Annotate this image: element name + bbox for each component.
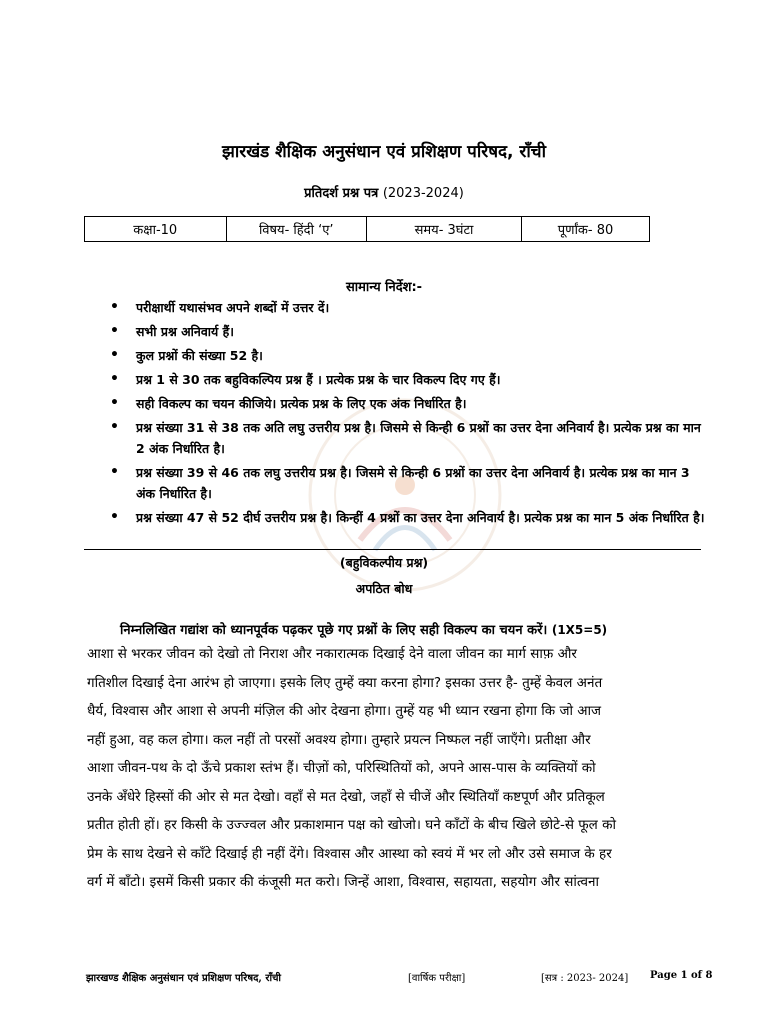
footer-exam: [वार्षिक परीक्षा]	[408, 973, 466, 984]
question-marks: (1X5=5)	[551, 623, 608, 637]
class-cell: कक्षा-10	[85, 217, 227, 242]
passage-line: प्रतीत होती हों। हर किसी के उज्ज्वल और प्रकाशमान पक्ष को खोजो। घने काँटों के बीच खिले छोटे-से फूल को	[87, 817, 616, 833]
instruction-item: • सभी प्रश्न अनिवार्य हैं।	[110, 321, 710, 342]
general-instructions-heading: सामान्य निर्देश:-	[345, 280, 423, 295]
subtitle-text: प्रतिदर्श प्रश्न पत्र	[304, 186, 379, 201]
passage-line: उनके अँधेरे हिस्सों की ओर से मत देखो। वहाँ से मत देखो, जहाँ से चीजें और स्थितियाँ कष्टपूर्ण और प्रतिकूल	[87, 788, 605, 805]
passage-line: प्रेम के साथ देखने से काँटे दिखाई ही नहीं देंगे। विश्वास और आस्था को स्वयं में भर लो और उसे समाज के हर	[87, 845, 612, 862]
marks-cell: पूर्णांक- 80	[522, 217, 650, 242]
footer-page-number: Page 1 of 8	[650, 970, 713, 981]
instruction-item: • प्रश्न संख्या 31 से 38 तक अति लघु उत्तरीय प्रश्न है। जिसमे से किन्ही 6 प्रश्नों का उत्तर देना अनिवार्य है। प्रत्येक प्रश्न का मान 2 अंक निर्धारित है।	[110, 417, 710, 459]
passage-text	[87, 640, 707, 897]
question-instruction-text: निम्नलिखित गद्यांश को ध्यानपूर्वक पढ़कर पूछे गए प्रश्नों के लिए सही विकल्प का चयन करें।	[120, 623, 548, 638]
subtitle-year: (2023-2024)	[382, 186, 464, 201]
instruction-item: • प्रश्न संख्या 47 से 52 दीर्घ उत्तरीय प्रश्न है। किन्हीं 4 प्रश्नों का उत्तर देना अनिवार्य है। प्रत्येक प्रश्न का मान 5 अंक निर्धारित है।	[110, 507, 710, 528]
instruction-item: • परीक्षार्थी यथासंभव अपने शब्दों में उत्तर दें।	[110, 297, 710, 318]
section-divider	[84, 549, 701, 550]
passage-line: धैर्य, विश्वास और आशा से अपनी मंज़िल की ओर देखना होगा। तुम्हें यह भी ध्यान रखना होगा कि जो आज	[87, 703, 602, 719]
passage-line: गतिशील दिखाई देना आरंभ हो जाएगा। इसके लिए तुम्हें क्या करना होगा? इसका उत्तर है- तुम्हें केवल अनंत	[87, 674, 603, 691]
passage-line: आशा जीवन-पथ के दो ऊँचे प्रकाश स्तंभ हैं। चीज़ों को, परिस्थितियों को, अपने आस-पास के व्यक्तियों को	[87, 760, 596, 776]
footer-session: [सत्र : 2023- 2024]	[541, 973, 629, 984]
exam-info-table	[84, 216, 650, 242]
instruction-item: • कुल प्रश्नों की संख्या 52 है।	[110, 345, 710, 366]
document-title: झारखंड शैक्षिक अनुसंधान एवं प्रशिक्षण परिषद, राँची	[222, 142, 546, 162]
footer-org: झारखण्ड शैक्षिक अनुसंधान एवं प्रशिक्षण परिषद, राँची	[86, 973, 282, 984]
general-instructions-list	[110, 297, 710, 531]
section-name: अपठित बोध	[355, 581, 413, 596]
passage-line: वर्ग में बाँटो। इसमें किसी प्रकार की कंजूसी मत करो। जिन्हें आशा, विश्वास, सहायता, सहयोग और सांत्वना	[87, 874, 599, 890]
subject-cell: विषय- हिंदी ‘ए’	[226, 217, 366, 242]
section-type: (बहुविकल्पीय प्रश्न)	[339, 555, 429, 570]
instruction-item: • प्रश्न 1 से 30 तक बहुविकल्पिय प्रश्न हैं । प्रत्येक प्रश्न के चार विकल्प दिए गए हैं।	[110, 369, 710, 390]
passage-line: नहीं हुआ, वह कल होगा। कल नहीं तो परसों अवश्य होगा। तुम्हारे प्रयत्न निष्फल नहीं जाएँगे। प्रतीक्षा और	[87, 731, 591, 748]
time-cell: समय- 3घंटा	[366, 217, 521, 242]
passage-line: आशा से भरकर जीवन को देखो तो निराश और नकारात्मक दिखाई देने वाला जीवन का मार्ग साफ़ और	[87, 646, 577, 662]
instruction-item: • प्रश्न संख्या 39 से 46 तक लघु उत्तरीय प्रश्न है। जिसमे से किन्ही 6 प्रश्नों का उत्तर देना अनिवार्य है। प्रत्येक प्रश्न का मान 3 अंक निर्धारित है।	[110, 462, 710, 504]
page-footer	[86, 970, 713, 986]
question-instruction	[120, 620, 720, 638]
instruction-item: • सही विकल्प का चयन कीजिये। प्रत्येक प्रश्न के लिए एक अंक निर्धारित है।	[110, 393, 710, 414]
document-subtitle	[0, 183, 768, 201]
